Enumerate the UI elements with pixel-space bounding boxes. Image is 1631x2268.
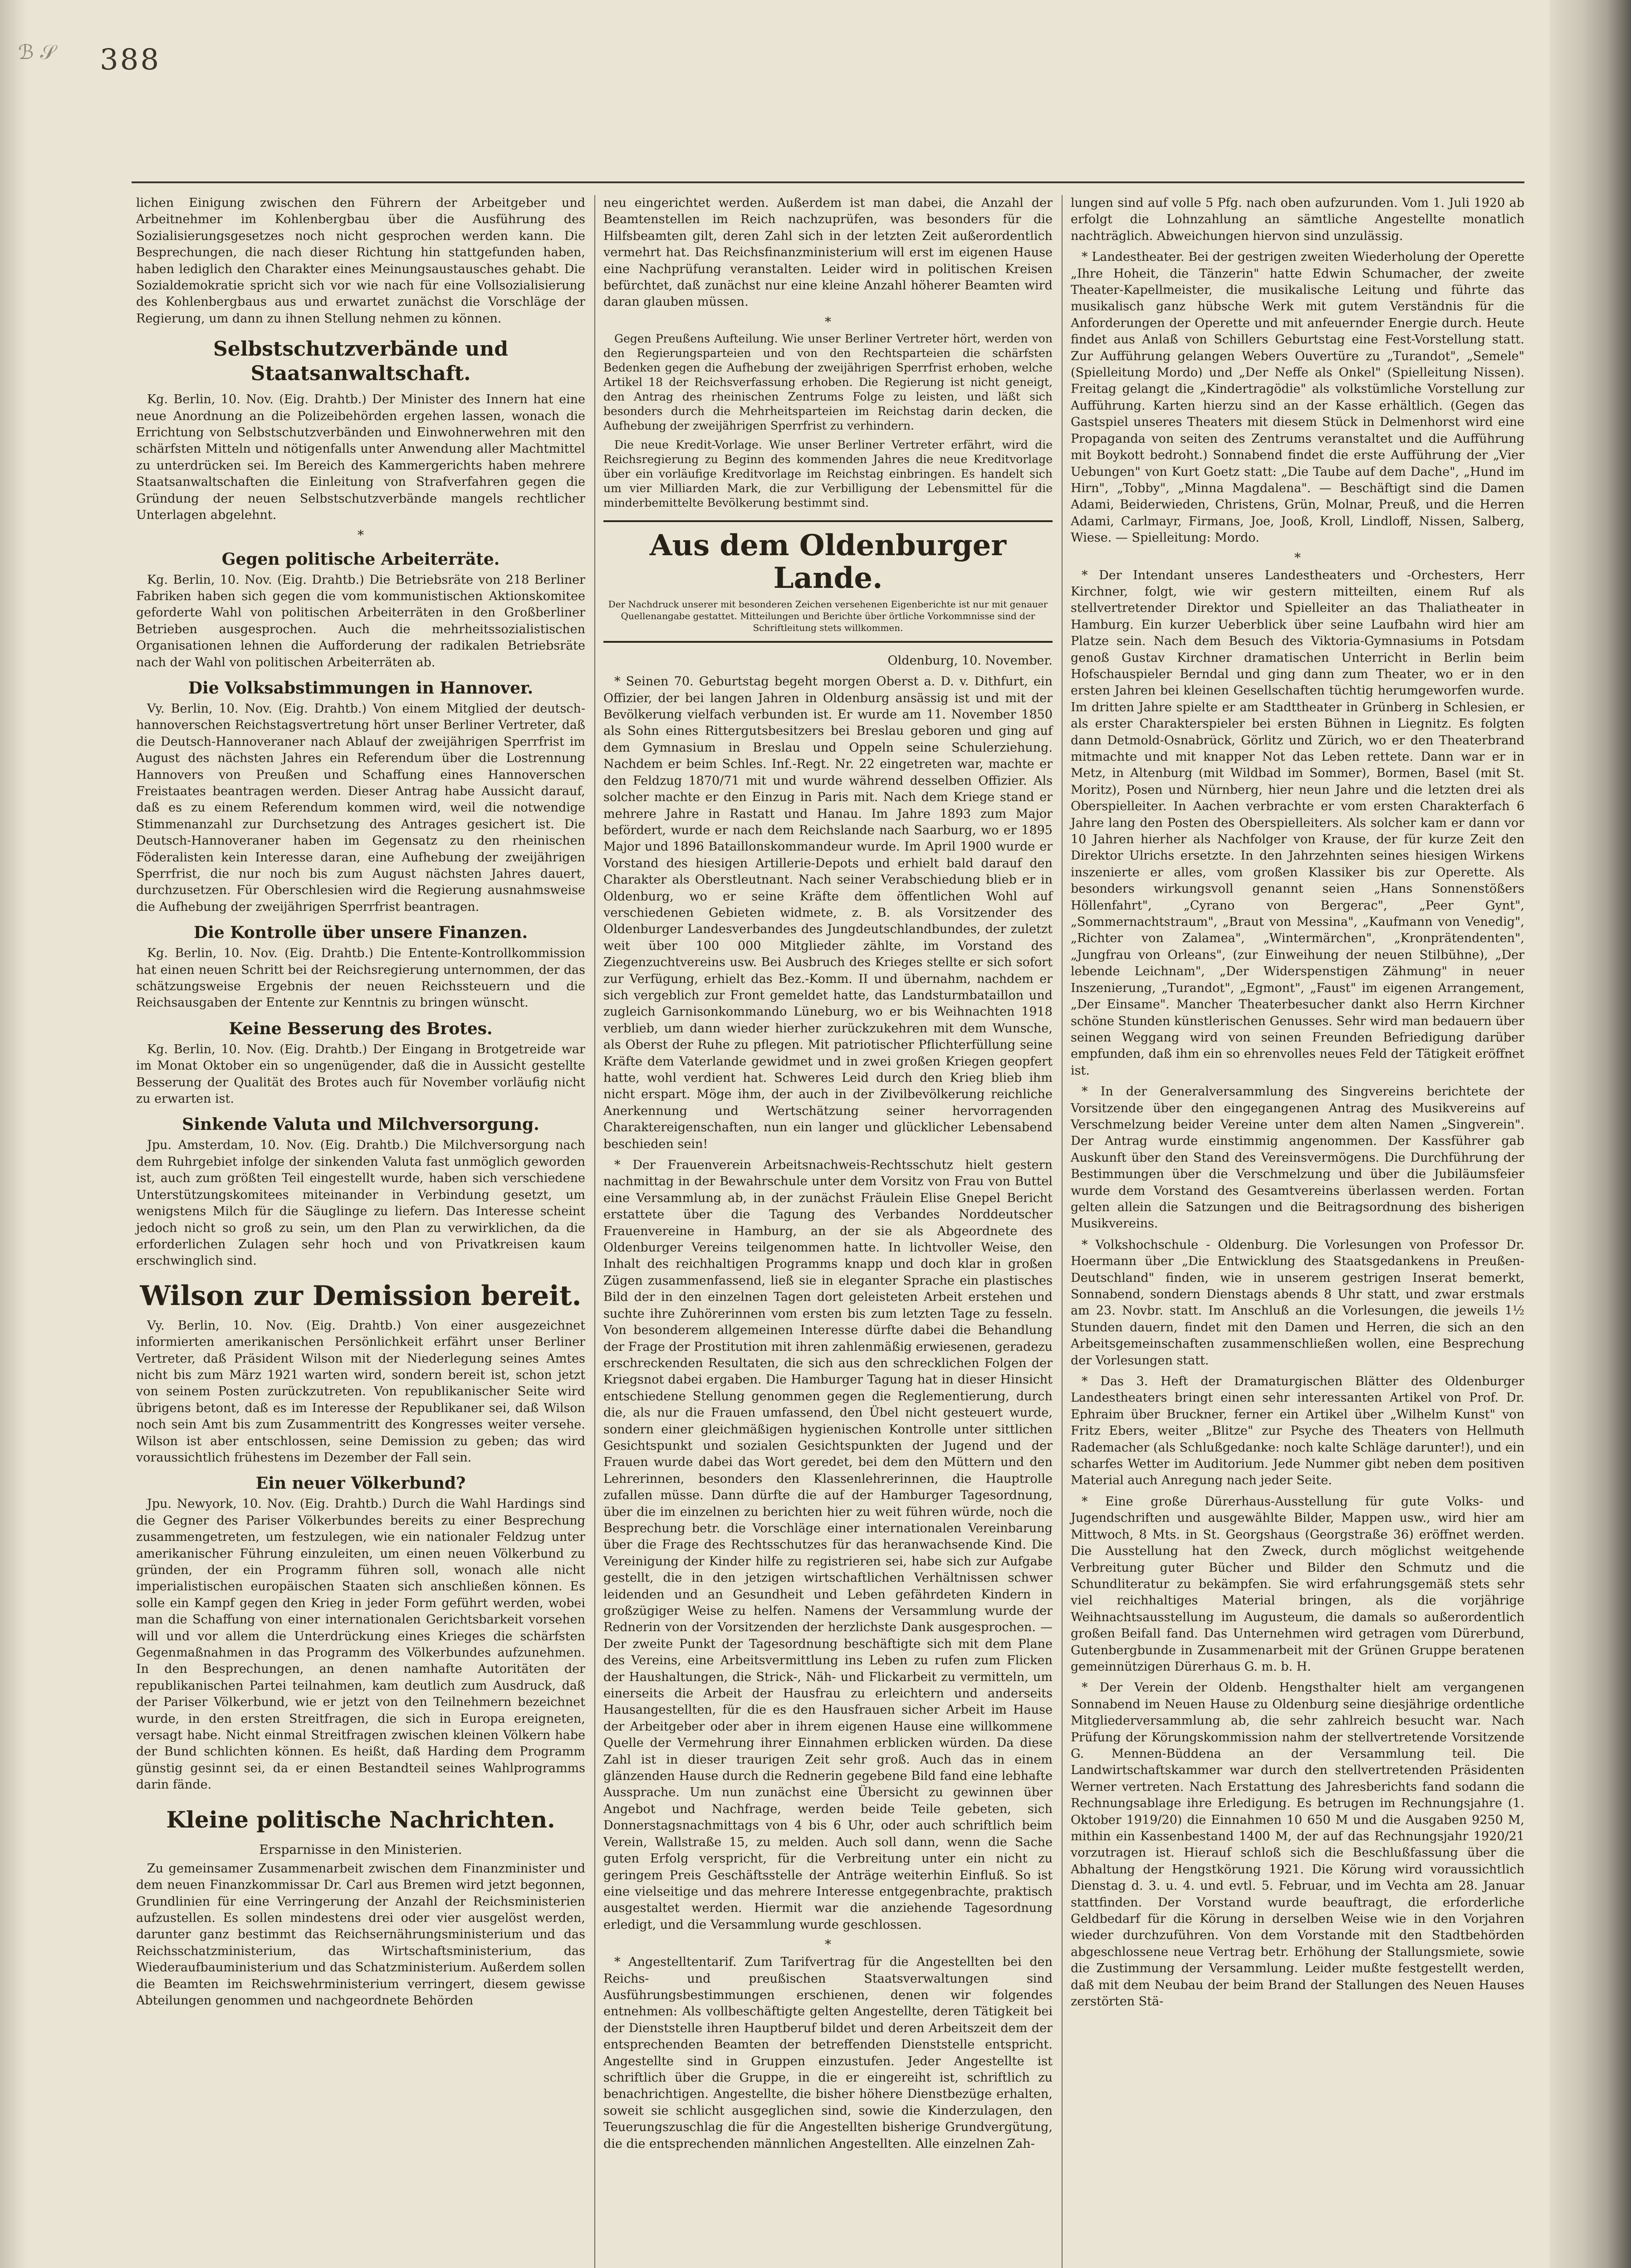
article-paragraph: * Seinen 70. Geburtstag begeht morgen Oberst a. D. v. Dithfurt, ein Offizier, der bei langen Jahren in Oldenburg ansässig ist und mit der Bevölkerung vielfach verbunden ist. Er wurde am 11. November 1850 als Sohn eines Rittergutsbesitzers bei Breslau geboren und ging auf dem Gymnasium in Breslau und Oppeln seine Schulerziehung. Nachdem er beim Schles. Inf.-Regt. Nr. 22 eingetreten war, machte er den Feldzug 1870/71 mit und wurde während desselben Offizier. Als solcher machte er den Einzug in Paris mit. Nach dem Kriege stand er mehrere Jahre in Rastatt und Hanau. Im Jahre 1893 zum Major befördert, wurde er nach dem Reichslande nach Saarburg, wo er 1895 Major und 1896 Bataillonskommandeur wurde. Im April 1900 wurde er Vorstand des hiesigen Artillerie-Depots und erhielt bald darauf den Charakter als Oberstleutnant. Nach seiner Verabschiedung blieb er in Oldenburg, wo er seine Kräfte dem öffentlichen Wohl auf verschiedenen Gebieten widmete, z. B. als Vorsitzender des Oldenburger Landesverbandes des Jungdeutschlandbundes, der zuletzt weit über 100 000 Mitglieder zählte, im Vorstand des Ziegenzuchtvereins usw. Bei Ausbruch des Krieges stellte er sich sofort zur Verfügung, erhielt das Bez.-Komm. II und übernahm, nachdem er sich vergeblich zur Front gemeldet hatte, das Landsturmbataillon und zugleich Garnisonkommando Lüneburg, wo er bis Weihnachten 1918 verblieb, um dann wieder hierher zurückzukehren mit dem Wunsche, als Oberst der Ruhe zu pflegen. Mit patriotischer Pflichterfüllung seine Kräfte dem Vaterlande gewidmet und in zwei großen Kriegen geopfert hatte, wohl verdient hat. Schweres Leid durch den Krieg blieb ihm nicht erspart. Möge ihm, der auch in der Zivilbevölkerung reichliche Anerkennung und Wertschätzung seiner hervorragenden Charaktereigenschaften, nun ein langer und glücklicher Lebensabend beschieden sein! xyxy=(603,675,1053,1151)
headline: Die Volksabstimmungen in Hannover. xyxy=(188,678,534,698)
headline: Die Kontrolle über unsere Finanzen. xyxy=(193,923,528,943)
subheadline: Ersparnisse in den Ministerien. xyxy=(259,1842,462,1857)
article-paragraph: * Der Verein der Oldenb. Hengsthalter hielt am vergangenen Sonnabend im Neuen Hause zu Oldenburg seine diesjährige ordentliche Mitgliederversammlung ab, die sehr zahlreich besucht war. Nach Prüfung der Körungskommission nahm der stellvertretende Vorsitzende G. Mennen-Büddena an der Versammlung teil. Die Landwirtschaftskammer war durch den stellvertretenden Präsidenten Werner vertreten. Nach Erstattung des Jahresberichts fand sodann die Rechnungsablage ihre Erledigung. Es betrugen im Rechnungsjahre (1. Oktober 1919/20) die Einnahmen 10 650 M und die Ausgaben 9250 M, mithin ein Kassenbestand 1400 M, der auf das Rechnungsjahr 1920/21 vorzutragen ist. Hierauf schloß sich die Beschlußfassung über die Abhaltung der Hengstkörung 1921. Die Körung wird voraussichtlich Dienstag d. 3. u. 4. und evtl. 5. Februar, und im Vechta am 28. Januar stattfinden. Der Vorstand wurde beauftragt, die erforderliche Geldbedarf für die Körung in derselben Weise wie in den Vorjahren wieder durchzuführen. Von dem Vorstande mit den Stadtbehörden abgeschlossene neue Vertrag betr. Erhöhung der Stallungsmiete, sowie die Zustimmung der Versammlung. Leider mußte festgestellt werden, daß mit dem Neubau der beim Brand der Stallungen des Neuen Hauses zerstörten Stä- xyxy=(1071,1681,1524,2009)
headline: Kleine politische Nachrichten. xyxy=(166,1806,555,1833)
article-paragraph: Kg. Berlin, 10. Nov. (Eig. Drahtb.) Der Eingang in Brotgetreide war im Monat Oktober ein so ungenügender, daß die in Aussicht gestellte Besserung der Qualität des Brotes auch für November vorläufig nicht zu erwarten ist. xyxy=(136,1042,585,1106)
article-paragraph: Die neue Kredit-Vorlage. Wie unser Berliner Vertreter erfährt, wird die Reichsregierung zu Beginn des kommenden Jahres die neue Kreditvorlage über ein vorläufige Kreditvorlage im Reichstag einbringen. Es handelt sich um vier Milliarden Mark, die zur Verbilligung der Lebensmittel für die minderbemittelte Bevölkerung bestimmt sind. xyxy=(603,438,1053,509)
article-paragraph: neu eingerichtet werden. Außerdem ist man dabei, die Anzahl der Beamtenstellen im Reich nachzuprüfen, was besonders für die Hilfsbeamten gilt, deren Zahl sich in der letzten Zeit außerordentlich vermehrt hat. Das Reichsfinanzministerium will erst im eigenen Hause eine Nachprüfung veranstalten. Leider wird in politischen Kreisen befürchtet, daß zunächst nur eine kleine Anzahl höherer Beamten wird daran glauben müssen. xyxy=(603,196,1053,309)
separator-star: * xyxy=(825,314,831,329)
column-3 xyxy=(1071,195,1524,2268)
article-paragraph: * Der Intendant unseres Landestheaters und -Orchesters, Herr Kirchner, folgt, wie wir gestern mitteilten, einem Ruf als stellvertretender Direktor und Spielleiter an das Thaliatheater in Hamburg. Ein kurzer Ueberblick über seine Laufbahn wird hier am Platze sein. Nach dem Besuch des Viktoria-Gymnasiums in Potsdam genoß Gustav Kirchner dramatischen Unterricht in Berlin beim Hofschauspieler Berndal und ging dann zum Theater, wo er in den ersten Jahren bei kleinen Gesellschaften tüchtig herumgeworfen wurde. Im dritten Jahre spielte er am Stadttheater in Grünberg in Schlesien, er als erster Charakterspieler bei ersten Bühnen in Liegnitz. Es folgten dann Detmold-Osnabrück, Görlitz und Zürich, wo er den Theaterbrand mitmachte und mit knapper Not das Leben rettete. Dann war er in Metz, in Altenburg (mit Wildbad im Sommer), Bormen, Basel (mit St. Moritz), Posen und Nürnberg, hier neun Jahre und die letzten drei als Oberspielleiter. In Aachen verbrachte er vom ersten Charakterfach 6 Jahre lang den Posten des Oberspielleiters. Als solcher kam er dann vor 10 Jahren hierher als Nachfolger von Krause, der für kurze Zeit den Direktor Ulrichs ersetzte. In den Jahrzehnten seines hiesigen Wirkens inszenierte er alles, vom großen Klassiker bis zur Operette. Als besonders wirkungsvoll genannt seien „Hans Sonnenstößers Höllenfahrt", „Cyrano von Bergerac", „Peer Gynt", „Sommernachtstraum", „Braut von Messina", „Kaufmann von Venedig", „Richter von Zalamea", „Wintermärchen", „Kronprätendenten", „Jungfrau von Orleans", (zur Einweihung der neuen Stilbühne), „Der lebende Leichnam", „Der Widerspenstigen Zähmung" in neuer Inszenierung, „Turandot", „Egmont", „Faust" im eigenen Arrangement, „Der Einsame". Mancher Theaterbesucher dankt also Herrn Kirchner schöne Stunden künstlerischen Genusses. Sehr wird man bedauern über seinen Weggang wird von seinen Freunden Befriedigung darüber empfunden, daß ihm ein so ehrenvolles neues Feld der Tätigkeit eröffnet ist. xyxy=(1071,568,1524,1078)
article-paragraph: * Das 3. Heft der Dramaturgischen Blätter des Oldenburger Landestheaters bringt einen sehr interessanten Artikel von Prof. Dr. Ephraim über Bruckner, ferner ein Artikel über „Wilhelm Kunst" von Fritz Ebers, weiter „Blitze" zur Psyche des Theaters von Hellmuth Rademacher (als Schlußgedanke: noch kalte Schläge darunter!), und ein scharfes Wetter im Auditorium. Jede Nummer gibt neben dem positiven Material auch Anregung nach jeder Seite. xyxy=(1071,1374,1524,1488)
article-paragraph: * In der Generalversammlung des Singvereins berichtete der Vorsitzende über den eingegangenen Antrag des Musikvereins auf Verschmelzung beider Vereine unter dem alten Namen „Singverein". Der Antrag wurde einstimmig angenommen. Der Kassführer gab Auskunft über den Stand des Vereinsvermögens. Die Durchführung der Bestimmungen über die Verschmelzung und über die Jubiläumsfeier wurde dem Vorstand des Gesamtvereins überlassen werden. Fortan gelten allein die Satzungen und die Beitragsordnung des bisherigen Musikvereins. xyxy=(1071,1085,1524,1231)
article-paragraph: Jpu. Amsterdam, 10. Nov. (Eig. Drahtb.) Die Milchversorgung nach dem Ruhrgebiet infolge der sinkenden Valuta fast unmöglich geworden ist, auch zum größten Teil eingestellt wurde, haben sich verschiedene Unterstützungskomitees miteinander in Verbindung gesetzt, um wenigstens Milch für die Säuglinge zu liefern. Das Interesse scheint jedoch nicht so groß zu sein, um den Plan zu verwirklichen, da die erforderlichen Zulagen sehr hoch und von Privatkreisen kaum erschwinglich sind. xyxy=(136,1138,585,1268)
article-paragraph: * Volkshochschule - Oldenburg. Die Vorlesungen von Professor Dr. Hoermann über „Die Entwicklung des Staatsgedankens in Preußen-Deutschland" finden, wie in unserem gestrigen Inserat bemerkt, Sonnabend, sondern Dienstags abends 8 Uhr statt, und zwar erstmals am 23. Novbr. statt. Im Anschluß an die Vorlesungen, die jeweils 1½ Stunden dauern, findet mit den Damen und Herren, die sich an den Arbeitsgemeinschaften zusammenschließen wollen, eine Besprechung der Vorlesungen statt. xyxy=(1071,1237,1524,1368)
article-paragraph: * Landestheater. Bei der gestrigen zweiten Wiederholung der Operette „Ihre Hoheit, die Tänzerin" hatte Edwin Schumacher, der zweite Theater-Kapellmeister, die musikalische Leitung und führte das musikalisch ganz hübsche Werk mit gutem Verständnis für die Anforderungen der Operette und mit anfeuernder Energie durch. Heute findet aus Anlaß von Schillers Geburtstag eine Fest-Vorstellung statt. Zur Aufführung gelangen Webers Ouvertüre zu „Turandot", „Semele" (Spielleitung Mordo) und „Der Neffe als Onkel" (Spielleitung Nissen). Freitag gelangt die „Kindertragödie" als volkstümliche Vorstellung zur Aufführung. Karten hierzu sind an der Kasse erhältlich. (Gegen das Gastspiel unseres Theaters mit diesem Stück in Delmenhorst wird eine Propaganda von seiten des Zentrums veranstaltet und die Aufführung mit Boykott bedroht.) Sonnabend findet die erste Aufführung der „Vier Uebungen" von Kurt Goetz statt: „Die Taube auf dem Dache", „Hund im Hirn", „Tobby", „Minna Magdalena". — Beschäftigt sind die Damen Adami, Beiderwieden, Christens, Grün, Molnar, Preuß, und die Herren Adami, Carlmayr, Firmans, Joe, Jooß, Kroll, Lindloff, Nissen, Salberg, Wiese. — Spielleitung: Mordo. xyxy=(1071,250,1524,545)
article-paragraph: * Eine große Dürerhaus-Ausstellung für gute Volks- und Jugendschriften und ausgewählte Bilder, Mappen usw., wird hier am Mittwoch, 8 Mts. in St. Georgshaus (Georgstraße 36) eröffnet werden. Die Ausstellung hat den Zweck, durch möglichst weitgehende Verbreitung guter Bücher und Bilder den Schmutz und die Schundliteratur zu bekämpfen. Sie wird erfahrungsgemäß stets sehr viel reichhaltiges Material bringen, als die vorjährige Weihnachtsausstellung im Augusteum, die damals so außerordentlich großen Beifall fand. Das Unternehmen wird getragen vom Dürerbund, Gutenbergbunde in Zusammenarbeit mit der Grünen Gruppe beratenen gemeinnützigen Dürerhaus G. m. b. H. xyxy=(1071,1494,1524,1674)
page-left-edge xyxy=(0,0,27,2268)
article-paragraph: Vy. Berlin, 10. Nov. (Eig. Drahtb.) Von einer ausgezeichnet informierten amerikanischen Persönlichkeit erfährt unser Berliner Vertreter, daß Präsident Wilson mit der Niederlegung seines Amtes nicht bis zum März 1921 warten wird, sondern bereit ist, schon jetzt von seinem Posten zurückzutreten. Von republikanischer Seite wird übrigens betont, daß es im Interesse der Republikaner sei, daß Wilson noch sein Amt bis zum Zusammentritt des Kongresses weiter versehe. Wilson ist aber entschlossen, seine Demission zu geben; das wird voraussichtlich frühestens im Dezember der Fall sein. xyxy=(136,1318,585,1465)
article-paragraph: lichen Einigung zwischen den Führern der Arbeitgeber und Arbeitnehmer im Kohlenbergbau über die Ausführung des Sozialisierungsgesetzes noch nicht gesprochen werden kann. Die Besprechungen, die nach dieser Richtung hin stattgefunden haben, haben lediglich den Charakter eines Meinungsaustausches gehabt. Die Sozialdemokratie spricht sich vor wie nach für eine Vollsozialisierung des Kohlenbergbaus aus und erwartet zunächst die Vorschläge der Regierung, um dann zu ihnen Stellung nehmen zu können. xyxy=(136,196,585,326)
section-header-box xyxy=(603,520,1053,643)
section-title: Aus dem Oldenburger Lande. xyxy=(649,528,1007,595)
article-paragraph: Jpu. Newyork, 10. Nov. (Eig. Drahtb.) Durch die Wahl Hardings sind die Gegner des Pariser Völkerbundes bereits zu einer Besprechung zusammengetreten, um festzulegen, wie ein nationaler Feldzug unter amerikanischer Führung einzuleiten, um einen neuen Völkerbund zu gründen, der ein Programm führen soll, wonach alle nicht imperialistischen europäischen Staaten sich anschließen können. Es solle ein Kampf gegen den Krieg in jeder Form geführt werden, wobei man die Schaffung von einer internationalen Gerichtsbarkeit vorsehen will und vor allem die Unterdrückung eines Krieges die schärfsten Gegenmaßnahmen in das Programm des Völkerbundes aufzunehmen. In den Besprechungen, an denen namhafte Autoritäten der republikanischen Partei teilnahmen, kam deutlich zum Ausdruck, daß der Pariser Völkerbund, wie er jetzt von den Teilnehmern bezeichnet wurde, in den ersten Streitfragen, die sich in Europa ereigneten, versagt habe. Nicht einmal Streitfragen zwischen kleinen Völkern habe der Bund schlichten können. Es heißt, daß Harding dem Programm günstig gesinnt sei, da er einen Bestandteil seines Wahlprogramms darin fände. xyxy=(136,1497,585,1792)
article-paragraph: Kg. Berlin, 10. Nov. (Eig. Drahtb.) Der Minister des Innern hat eine neue Anordnung an die Polizeibehörden ergehen lassen, wonach die Errichtung von Selbstschutzverbänden und Einwohnerwehren mit den schärfsten Mitteln und nötigenfalls unter Anwendung aller Machtmittel zu unterdrücken sei. Im Bereich des Kammergerichts haben mehrere Staatsanwaltschaften die Einleitung von Strafverfahren gegen die Gründung der neuen Selbstschutzverbände mangels rechtlicher Unterlagen abgelehnt. xyxy=(136,392,585,523)
article-paragraph: Vy. Berlin, 10. Nov. (Eig. Drahtb.) Von einem Mitglied der deutsch-hannoverschen Reichstagsvertretung hört unser Berliner Vertreter, daß die Deutsch-Hannoveraner nach Ablauf der zweijährigen Sperrfrist im August des nächsten Jahres ein Referendum über die Lostrennung Hannovers von Preußen und Schaffung eines Hannoverschen Freistaates beantragen werden. Dieser Antrag habe Aussicht darauf, daß es zu einem Referendum kommen wird, weil die notwendige Stimmenanzahl zur Durchsetzung des Antrages gesichert ist. Die Deutsch-Hannoveraner haben im Gegensatz zu den rheinischen Föderalisten kein Interesse daran, eine Aufhebung der zweijährigen Sperrfrist, die nur noch bis zum August nächsten Jahres dauert, durchzusetzen. Für Oberschlesien wird die Regierung ausnahmsweise die Aufhebung der zweijährigen Sperrfrist beantragen. xyxy=(136,701,585,914)
article-paragraph: Kg. Berlin, 10. Nov. (Eig. Drahtb.) Die Betriebsräte von 218 Berliner Fabriken haben sich gegen die vom kommunistischen Aktionskomitee geforderte Wahl von politischen Arbeiterräten in den Großberliner Betrieben ausgesprochen. Auch die mehrheitssozialistischen Organisationen lehnen die Aufforderung der radikalen Betriebsräte nach der Wahl von politischen Arbeiterräten ab. xyxy=(136,572,585,670)
headline: Wilson zur Demission bereit. xyxy=(140,1280,582,1312)
headline: Gegen politische Arbeiterräte. xyxy=(221,549,500,569)
column-divider-2 xyxy=(1062,195,1063,2268)
separator-star: * xyxy=(825,1937,831,1952)
headline: Keine Besserung des Brotes. xyxy=(229,1019,493,1038)
column-1 xyxy=(136,195,585,2268)
page-binding-edge xyxy=(1549,0,1631,2268)
separator-star: * xyxy=(358,527,364,543)
article-paragraph: * Angestelltentarif. Zum Tarifvertrag für die Angestellten bei den Reichs- und preußischen Staatsverwaltungen sind Ausführungsbestimmungen erschienen, denen wir folgendes entnehmen: Als vollbeschäftigte gelten Angestellte, deren Tätigkeit bei der Dienststelle ihren Hauptberuf bildet und deren Arbeitszeit dem der entsprechenden Beamten der betreffenden Dienststelle entspricht. Angestellte sind in Gruppen einzustufen. Jeder Angestellte ist schriftlich über die Gruppe, in die er eingereiht ist, schriftlich zu benachrichtigen. Angestellte, die bisher höhere Dienstbezüge erhalten, soweit sie schlicht ausgeglichen sind, sowie die Kinderzulagen, den Teuerungszuschlag die für die Angestellten bisherige Grundvergütung, die die entsprechenden männlichen Angestellten. Alle einzelnen Zah- xyxy=(603,1955,1053,2151)
header-rule xyxy=(132,181,1524,183)
dateline: Oldenburg, 10. November. xyxy=(887,653,1053,668)
library-stamp: ℬ 𝒮 xyxy=(18,41,56,64)
article-paragraph: Gegen Preußens Aufteilung. Wie unser Berliner Vertreter hört, werden von den Regierungsparteien und von den Rechtsparteien die schärfsten Bedenken gegen die Aufhebung der zweijährigen Sperrfrist erhoben, welche Artikel 18 der Reichsverfassung erhoben. Die Regierung ist nicht geneigt, den Antrag des rheinischen Zentrums Folge zu leisten, und läßt sich besonders durch die Mehrheitsparteien im Reichstag darin decken, die Aufhebung der zweijährigen Sperrfrist zu verhindern. xyxy=(603,332,1053,432)
reprint-note: Der Nachdruck unserer mit besonderen Zeichen versehenen Eigenberichte ist nur mit genauer Quellenangabe gestattet. Mitteilungen und Berichte über örtliche Vorkommnisse sind der Schriftleitung stets willkommen. xyxy=(608,598,1048,633)
column-2 xyxy=(603,195,1053,2268)
headline: Selbstschutzverbände und Staatsanwaltschaft. xyxy=(213,337,509,386)
article-paragraph: Zu gemeinsamer Zusammenarbeit zwischen dem Finanzminister und dem neuen Finanzkommissar Dr. Carl aus Bremen wird jetzt begonnen, Grundlinien für eine Verringerung der Anzahl der Reichsministerien aufzustellen. Es sollen mindestens drei oder vier ausgelöst werden, darunter ganz bestimmt das Reichsernährungsministerium und das Reichsschatzministerium, das Wirtschaftsministerium, das Wiederaufbauministerium und das Schatzministerium. Außerdem sollen die Beamten im Reichswehrministerium verringert, diesem gewisse Abteilungen genommen und nachgeordnete Behörden xyxy=(136,1861,585,2008)
headline: Sinkende Valuta und Milchversorgung. xyxy=(182,1115,539,1134)
article-paragraph: * Der Frauenverein Arbeitsnachweis-Rechtsschutz hielt gestern nachmittag in der Bewahrschule unter dem Vorsitz von Frau von Buttel eine Versammlung ab, in der zunächst Fräulein Elise Gnepel Bericht erstattete über die Tagung des Verbandes Norddeutscher Frauenvereine in Hamburg, an der sie als Abgeordnete des Oldenburger Vereins teilgenommen hatte. In lichtvoller Weise, den Inhalt des reichhaltigen Programms knapp und doch klar in großen Zügen zusammenfassend, ließ sie in eleganter Sprache ein plastisches Bild der in den einzelnen Tagen dort geleisteten Arbeit erstehen und suchte ihre Zuhörerinnen vom ersten bis zum letzten Tage zu fesseln. Von besonderem allgemeinen Interesse dürfte dabei die Behandlung der Frage der Prostitution mit ihren zahlenmäßig erwiesenen, geradezu erschreckenden Resultaten, die sich aus den schrecklichen Folgen der Kriegsnot dabei ergaben. Die Hamburger Tagung hat in dieser Hinsicht entschiedene Stellung genommen gegen die Reglementierung, durch die, als nur die Frauen umfassend, den Übel nicht gesteuert wurde, sondern einer gleichmäßigen hygienischen Kontrolle unter sittlichen Gesichtspunkt und sozialen Gesichtspunkten der Jugend und der Frauen wurde dabei das Wort geredet, bei dem den Müttern und den Lehrerinnen, besonders den Klassenlehrerinnen, die Hauptrolle zufallen müsse. Dann dürfte die auf der Hamburger Tagesordnung, über die im einzelnen zu berichten hier zu weit führen würde, noch die Besprechung betr. die Vorschläge einer internationalen Vereinbarung über die Frage des Rechtsschutzes für das heranwachsende Kind. Die Vereinigung der Kinder hilfe zu registrieren sei, habe sich zur Aufgabe gestellt, die in den jetzigen wirtschaftlichen Verhältnissen schwer leidenden und an Gesundheit und Leben gefährdeten Kindern in großzügiger Weise zu helfen. Namens der Versammlung wurde der Rednerin von der Vorsitzenden der herzlichste Dank ausgesprochen. — Der zweite Punkt der Tagesordnung beschäftigte sich mit dem Plane des Vereins, eine Arbeitsvermittlung ins Leben zu rufen zum Flicken der Haushaltungen, die Strick-, Näh- und Flickarbeit zu vermitteln, um einerseits die Arbeit der Hausfrau zu erleichtern und anderseits Hausangestellten, für die es den Hausfrauen sicher Arbeit im Hause der Arbeitgeber oder aber in ihrem eigenen Hause eine willkommene Quelle der Vermehrung ihrer Einnahmen erblicken würden. Da diese Zahl ist in dieser traurigen Zeit sehr groß. Auch das in einem glänzenden Hause durch die Rednerin gegebene Bild fand eine lebhafte Aussprache. Um nun zunächst eine Übersicht zu gewinnen über Angebot und Nachfrage, werden beide Teile gebeten, sich Donnerstagsnachmittags von 4 bis 6 Uhr, oder auch schriftlich beim Verein, Wallstraße 15, zu melden. Auch soll dann, wenn die Sache guten Erfolg verspricht, für die Verbreitung unter ein nicht zu geringem Preis Geschäftsstelle der Anträge weiterhin Einfluß. So ist eine vielseitige und das mehrere Interesse entgegenbrachte, praktisch ausgestaltet werden. Hiermit war die anziehende Tagesordnung erledigt, und die Versammlung wurde geschlossen. xyxy=(603,1158,1053,1932)
article-paragraph: lungen sind auf volle 5 Pfg. nach oben aufzurunden. Vom 1. Juli 1920 ab erfolgt die Lohnzahlung an sämtliche Angestellte monatlich nachträglich. Abweichungen hiervon sind unzulässig. xyxy=(1071,196,1524,243)
separator-star: * xyxy=(1294,550,1301,565)
headline: Ein neuer Völkerbund? xyxy=(255,1474,466,1493)
column-divider-1 xyxy=(594,195,595,2268)
page-number: 388 xyxy=(100,43,161,77)
article-paragraph: Kg. Berlin, 10. Nov. (Eig. Drahtb.) Die Entente-Kontrollkommission hat einen neuen Schritt bei der Reichsregierung unternommen, der das schätzungsweise Ergebnis der neuen Reichssteuern und die Reichsausgaben der Entente zur Kenntnis zu bringen wünscht. xyxy=(136,946,585,1010)
